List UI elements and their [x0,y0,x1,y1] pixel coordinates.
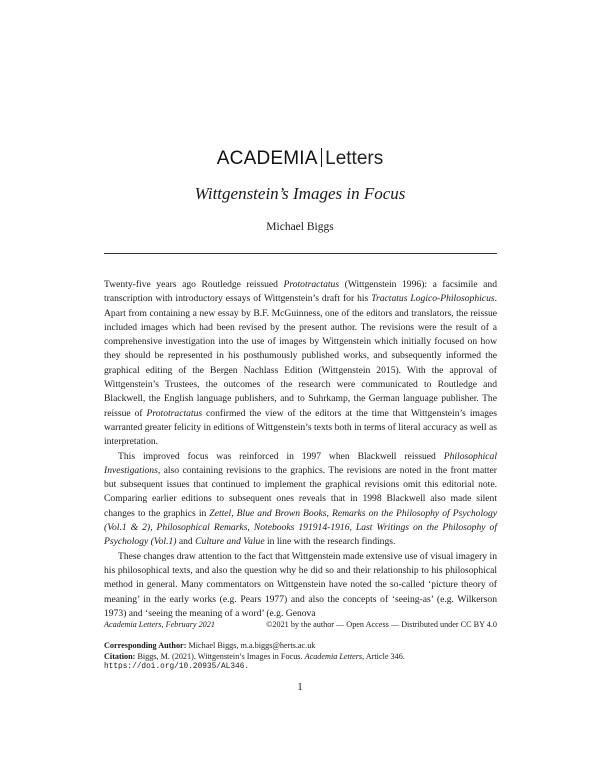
text-run: and [176,536,196,548]
doi-link[interactable]: https://doi.org/10.20935/AL346. [104,663,250,671]
body-paragraph [104,278,497,450]
journal-section: Letters [325,148,384,169]
italic-text-run: Zettel, Blue and Brown Books, Remarks on the Philosophy of Psychology (Vol.1 & 2), Philosophical Remarks, Notebooks 191914-1916, Last Writings on the Philosophy of Psychology (Vol.1) [104,507,497,548]
text-run: (Wittgenstein 1996): a facsimile and transcription with introductory essays of Wittgenstein’s draft for his [104,279,497,305]
text-run: . Apart from containing a new essay by B.F. McGuinness, one of the editors and translators, the reissue included images which had been revised by the present author. The revisions were the result of a comprehensive investigation into the use of images by Wittgenstein which initially focused on how they should be represented in his posthumously published works, and subsequently informed the graphical editing of the Bergen Nachlass Edition (Wittgenstein 2015). With the approval of Wittgenstein’s Trustees, the outcomes of the research were communicated to Routledge and Blackwell, the English language publishers, and to Suhrkamp, the German language publisher. The reissue of [104,293,497,419]
corresponding-label: Corresponding Author: [104,641,187,650]
header-divider [104,253,497,254]
journal-masthead [0,148,600,170]
license-text: ©2021 by the author — Open Access — Distributed under CC BY 4.0 [266,620,497,629]
text-run: These changes draw attention to the fact that Wittgenstein made extensive use of visual imagery in his philosophical texts, and also the question why he did so and their relationship to his philosophical method in general. Many commentators on Wittgenstein have noted the so-called ‘picture theory of meaning’ in the early works (e.g. Pears 1977) and also the concepts of ‘seeing-as’ (e.g. Wilkerson 1973) and ‘seeing the meaning of a word’ (e.g. Genova [104,550,497,619]
text-run: This improved focus was reinforced in 1997 when Blackwell reissued [118,450,444,462]
text-run: , also containing revisions to the graphics. The revisions are noted in the front matter but subsequent issues that continued to implement the graphical revisions omit this editorial note. Comparing earlier editions to subsequent ones reveals that in 1998 Blackwell also made silent changes to the graphics in [104,464,497,519]
journal-date: Academia Letters, February 2021 [104,620,215,629]
page-number: 1 [297,681,303,693]
italic-text-run: Prototractatus [283,279,340,290]
text-run: in line with the research findings. [264,536,396,548]
text-run: Twenty-five years ago Routledge reissued [104,279,284,290]
body-paragraph [104,550,497,621]
masthead-separator [321,148,323,167]
article-title: Wittgenstein’s Images in Focus [194,184,406,203]
footer-journal-line [104,620,497,629]
italic-text-run: Prototractatus [146,407,203,419]
citation-post: , Article 346. [362,652,405,661]
text-run: confirmed the view of the editors at the time that Wittgenstein’s images warranted greater felicity in editions of Wittgenstein’s texts both in terms of literal accuracy as well as interpretation. [104,407,497,448]
body-paragraph [104,450,497,550]
citation-journal: Academia Letters [304,652,363,661]
citation-pre: Biggs, M. (2021). Wittgenstein’s Images in Focus. [135,652,305,661]
citation-label: Citation: [104,652,136,661]
footer-metadata [104,640,497,673]
italic-text-run: Tractatus Logico-Philosophicus [371,293,495,305]
article-author: Michael Biggs [266,221,334,233]
article-body [104,278,497,621]
corresponding-author [104,640,497,651]
citation [104,651,497,662]
italic-text-run: Culture and Value [195,536,265,548]
corresponding-value: Michael Biggs, m.a.biggs@herts.ac.uk [186,641,316,650]
italic-text-run: Philosophical Investigations [104,450,497,476]
journal-brand: ACADEMIA [216,148,318,169]
